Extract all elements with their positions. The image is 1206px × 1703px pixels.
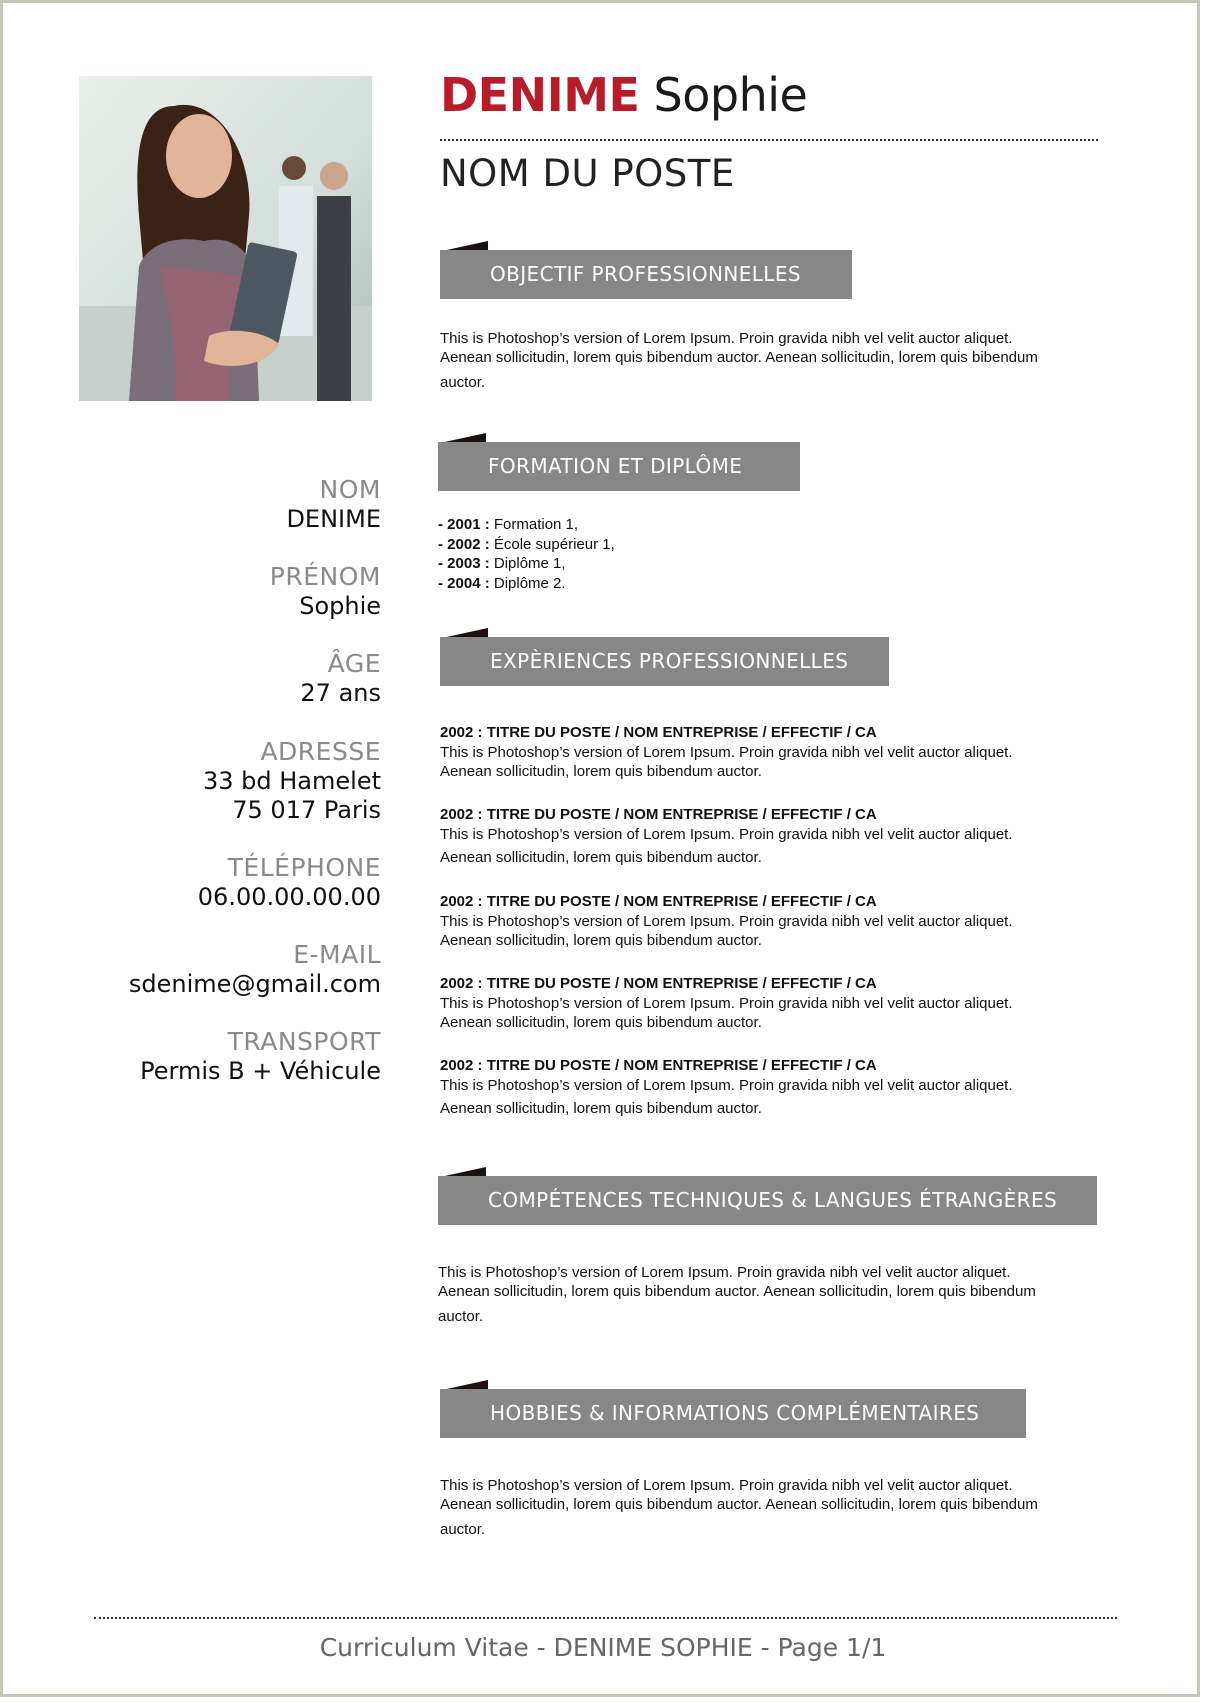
- info-firstname: [270, 562, 381, 621]
- info-name: [286, 475, 381, 534]
- experience-item: [440, 974, 1013, 1033]
- experience-title: 2002 : TITRE DU POSTE / NOM ENTREPRISE / EFFECTIF / CA: [440, 893, 877, 910]
- info-value: 75 017 Paris: [232, 796, 381, 824]
- text-line: Aenean sollicitudin, lorem quis bibendum auctor. Aenean sollicitudin, lorem quis bibendum: [440, 1496, 1038, 1513]
- edu-year: - 2004 :: [438, 574, 490, 592]
- edu-year: - 2002 :: [438, 535, 490, 553]
- info-label: TÉLÉPHONE: [227, 853, 381, 882]
- text-line: Aenean sollicitudin, lorem quis bibendum auctor.: [440, 763, 762, 780]
- info-value: DENIME: [286, 505, 381, 533]
- text-line: This is Photoshop’s version of Lorem Ipsum. Proin gravida nibh vel velit auctor aliquet.: [440, 825, 1013, 843]
- text-line: auctor.: [440, 374, 486, 391]
- text-line: This is Photoshop’s version of Lorem Ipsum. Proin gravida nibh vel velit auctor aliquet.: [440, 912, 1013, 930]
- text-line: This is Photoshop’s version of Lorem Ipsum. Proin gravida nibh vel velit auctor aliquet.: [440, 1076, 1013, 1094]
- experience-item: [440, 805, 1013, 868]
- footer-text: Curriculum Vitae - DENIME SOPHIE - Page 1/1: [319, 1633, 887, 1662]
- text-line: Aenean sollicitudin, lorem quis bibendum auctor.: [440, 1014, 762, 1031]
- info-value: Sophie: [299, 592, 381, 620]
- section-objective-title: OBJECTIF PROFESSIONNELLES: [440, 250, 852, 299]
- text-line: auctor.: [440, 1521, 486, 1538]
- skills-text: [438, 1263, 1036, 1326]
- experience-item: [440, 723, 1013, 782]
- text-line: Aenean sollicitudin, lorem quis bibendum auctor.: [440, 849, 762, 866]
- info-email: [129, 940, 381, 999]
- edu-label: Formation 1,: [489, 516, 579, 533]
- hobbies-text: [440, 1476, 1038, 1539]
- text-line: Aenean sollicitudin, lorem quis bibendum auctor. Aenean sollicitudin, lorem quis bibendum: [438, 1283, 1036, 1300]
- candidate-name: [440, 65, 807, 125]
- info-age: [300, 649, 381, 708]
- section-education-title: FORMATION ET DIPLÔME: [438, 442, 800, 491]
- education-list: [438, 515, 615, 593]
- header-divider: [440, 139, 1098, 141]
- footer-divider: [94, 1617, 1117, 1619]
- edu-label: Diplôme 2.: [489, 574, 566, 592]
- text-line: Aenean sollicitudin, lorem quis bibendum auctor. Aenean sollicitudin, lorem quis bibendum: [440, 349, 1038, 366]
- list-item: [438, 574, 615, 594]
- text-line: Aenean sollicitudin, lorem quis bibendum auctor.: [440, 1100, 762, 1117]
- list-item: [438, 535, 615, 555]
- section-hobbies-title: HOBBIES & INFORMATIONS COMPLÉMENTAIRES: [440, 1389, 1026, 1438]
- experience-title: 2002 : TITRE DU POSTE / NOM ENTREPRISE / EFFECTIF / CA: [440, 806, 877, 823]
- info-value: Permis B + Véhicule: [140, 1057, 381, 1085]
- job-title: NOM DU POSTE: [440, 152, 735, 195]
- text-line: This is Photoshop’s version of Lorem Ipsum. Proin gravida nibh vel velit auctor aliquet.: [440, 743, 1013, 761]
- info-label: ÂGE: [327, 649, 381, 678]
- info-label: TRANSPORT: [227, 1027, 381, 1056]
- text-line: Aenean sollicitudin, lorem quis bibendum auctor.: [440, 932, 762, 949]
- portrait-image: [79, 76, 372, 401]
- experience-title: 2002 : TITRE DU POSTE / NOM ENTREPRISE / EFFECTIF / CA: [440, 1057, 877, 1074]
- info-value: 27 ans: [300, 679, 381, 707]
- text-line: This is Photoshop’s version of Lorem Ipsum. Proin gravida nibh vel velit auctor aliquet.: [440, 994, 1013, 1012]
- info-phone: [198, 853, 381, 912]
- info-label: PRÉNOM: [269, 562, 381, 591]
- section-experience-title: EXPÈRIENCES PROFESSIONNELLES: [440, 637, 889, 686]
- edu-label: École supérieur 1,: [489, 535, 615, 553]
- list-item: [438, 554, 615, 574]
- info-label: E-MAIL: [293, 940, 381, 969]
- edu-year: - 2003 :: [438, 555, 490, 572]
- info-value: sdenime@gmail.com: [128, 970, 381, 998]
- edu-label: Diplôme 1,: [489, 555, 566, 572]
- first-name: Sophie: [653, 68, 808, 122]
- section-skills-title: COMPÉTENCES TECHNIQUES & LANGUES ÉTRANGÈRES: [438, 1176, 1097, 1225]
- text-line: This is Photoshop’s version of Lorem Ipsum. Proin gravida nibh vel velit auctor aliquet.: [438, 1264, 1011, 1281]
- experience-item: [440, 1056, 1013, 1119]
- experience-item: [440, 892, 1013, 951]
- experience-title: 2002 : TITRE DU POSTE / NOM ENTREPRISE / EFFECTIF / CA: [440, 724, 877, 741]
- text-line: This is Photoshop’s version of Lorem Ipsum. Proin gravida nibh vel velit auctor aliquet.: [440, 1477, 1013, 1494]
- info-address: [203, 737, 381, 825]
- info-transport: [140, 1027, 381, 1086]
- text-line: auctor.: [438, 1308, 484, 1325]
- experience-title: 2002 : TITRE DU POSTE / NOM ENTREPRISE / EFFECTIF / CA: [440, 975, 877, 992]
- profile-photo: [79, 76, 372, 401]
- objective-text: [440, 329, 1038, 392]
- info-value: 06.00.00.00.00: [197, 883, 381, 911]
- last-name: DENIME: [440, 68, 640, 122]
- info-label: ADRESSE: [260, 737, 381, 766]
- list-item: [438, 515, 615, 535]
- info-value: 33 bd Hamelet: [202, 767, 381, 795]
- text-line: This is Photoshop’s version of Lorem Ipsum. Proin gravida nibh vel velit auctor aliquet.: [440, 330, 1013, 347]
- edu-year: - 2001 :: [438, 516, 490, 533]
- info-label: NOM: [319, 475, 381, 504]
